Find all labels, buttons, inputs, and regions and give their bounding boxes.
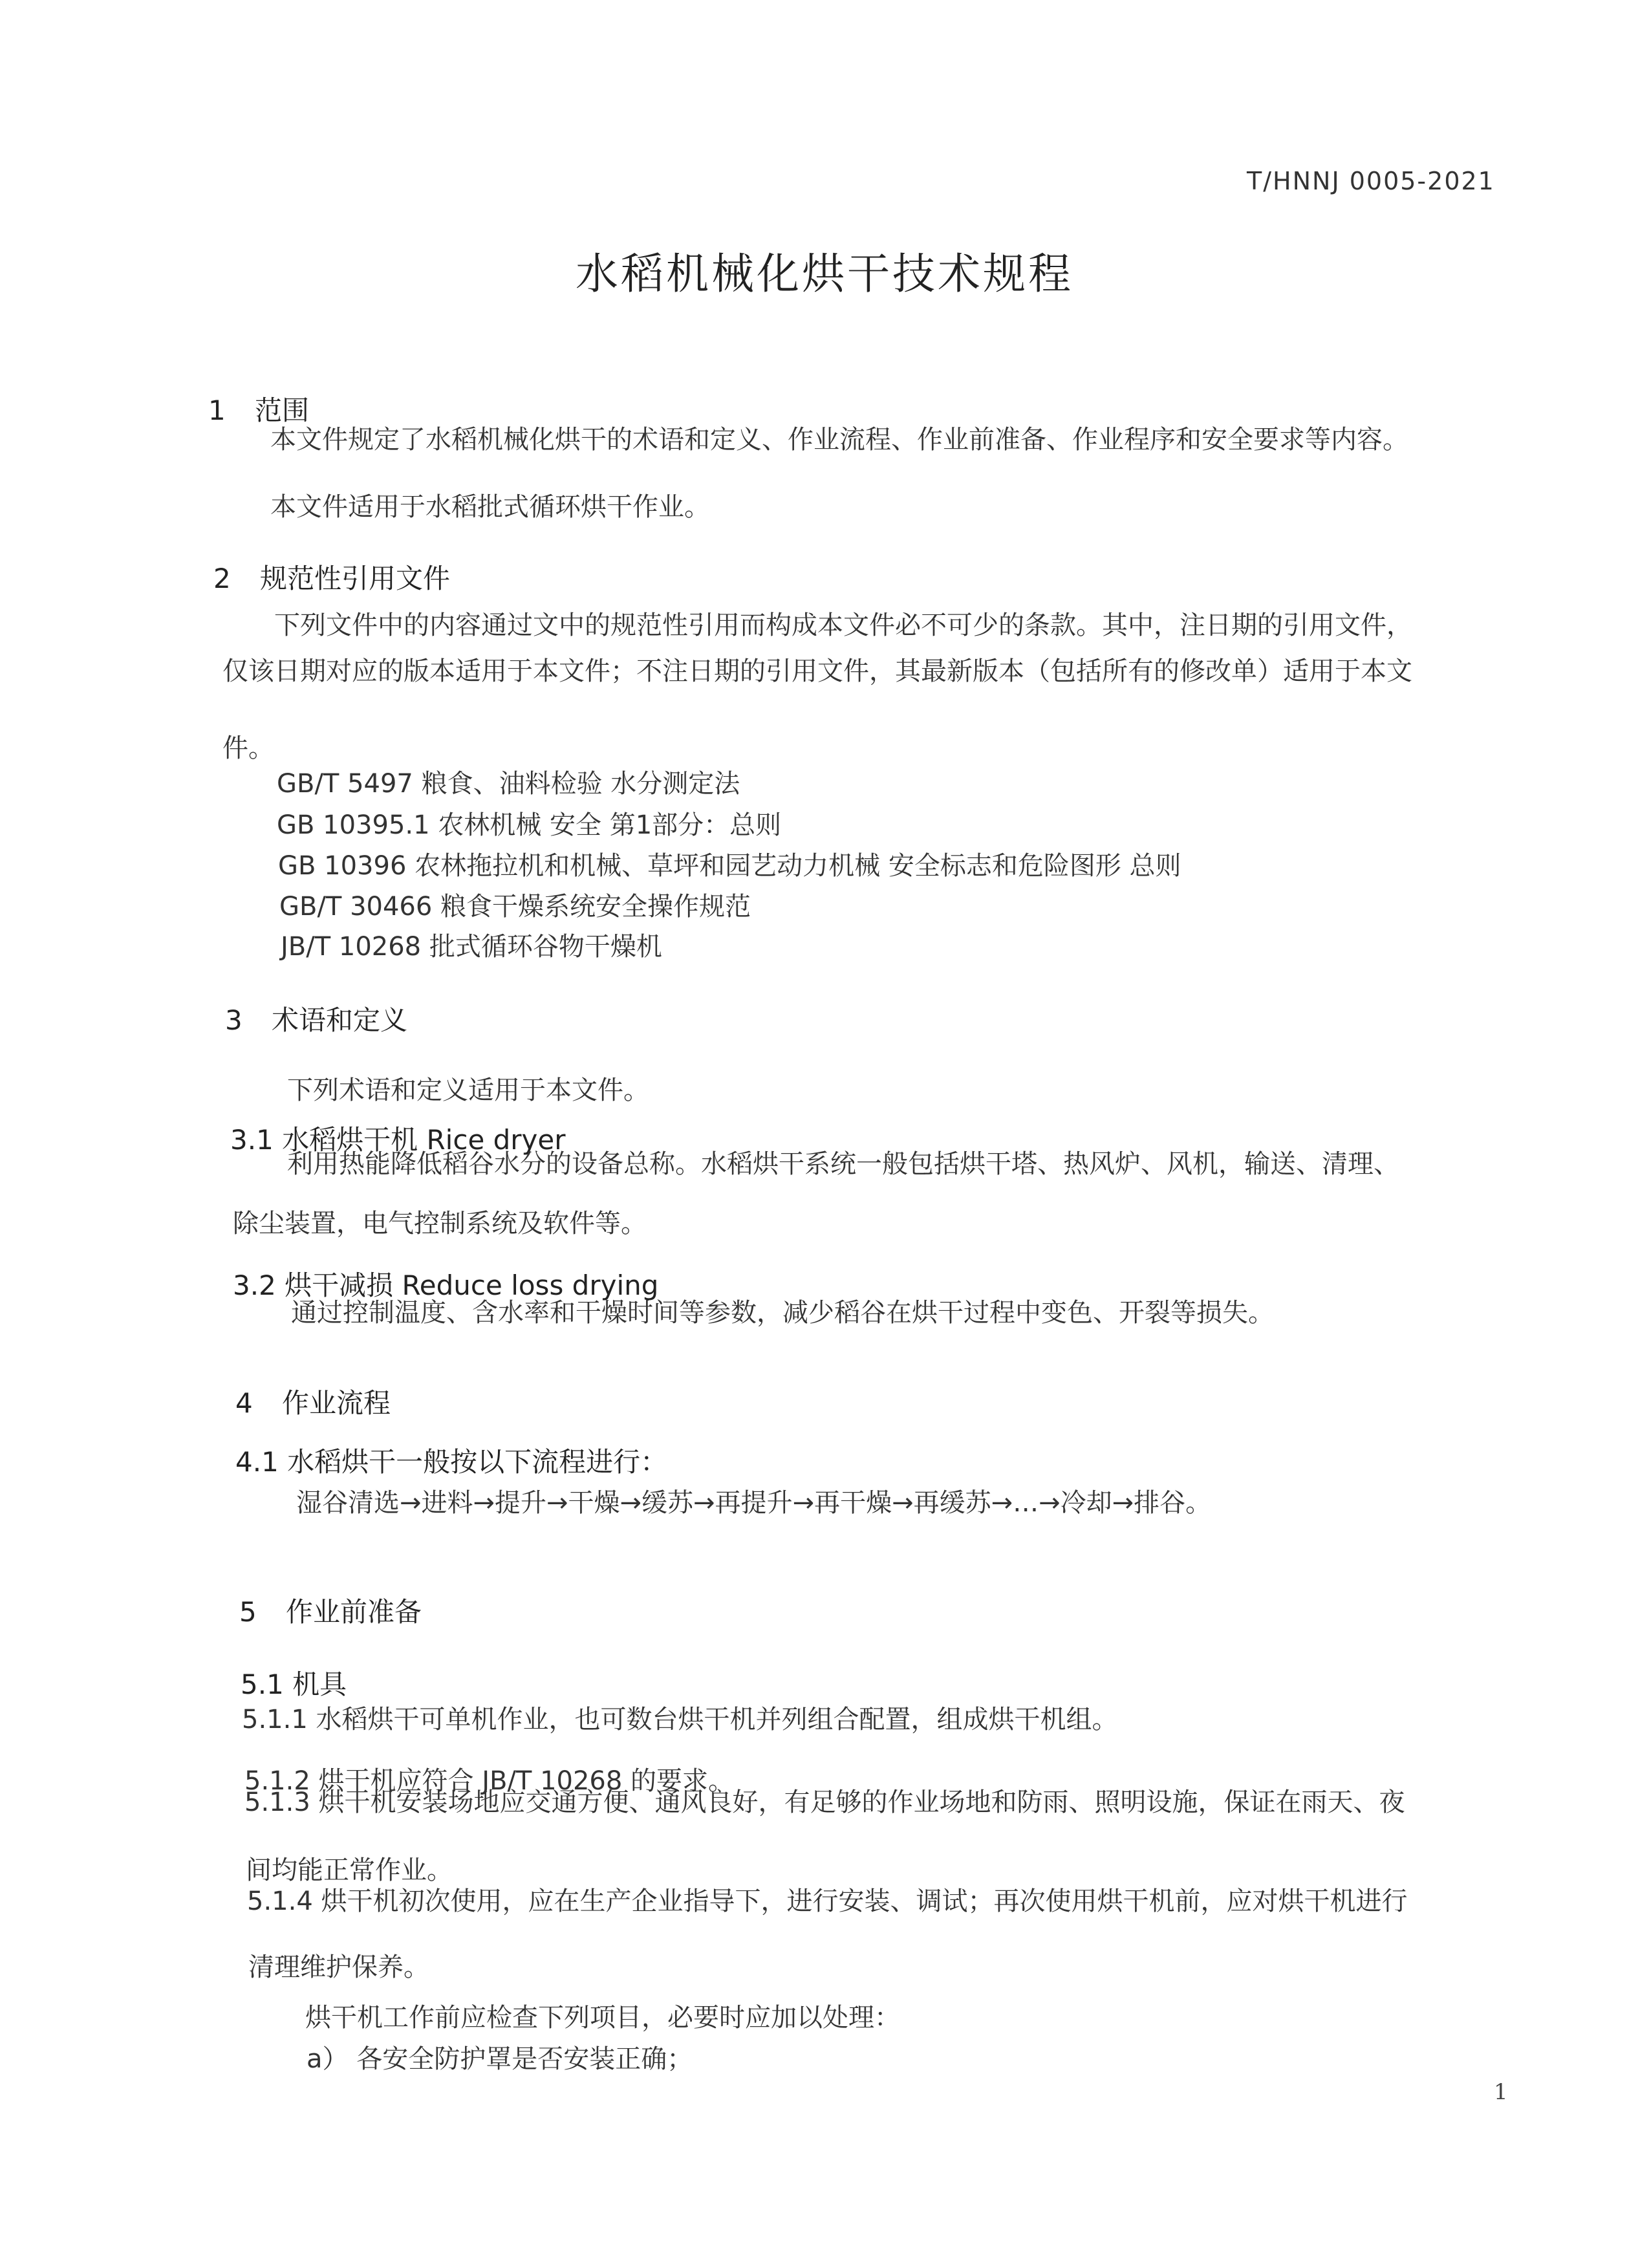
clause-line: 5.1.4 烘干机初次使用，应在生产企业指导下，进行安装、调试；再次使用烘干机前，应对烘干机进行 (247, 1886, 1408, 1916)
clause-line: 间均能正常作业。 (246, 1855, 453, 1885)
section-3-heading (225, 999, 407, 1038)
subsection-heading: 4.1 水稻烘干一般按以下流程进行： (235, 1446, 668, 1478)
paragraph: 烘干机工作前应检查下列项目，必要时应加以处理： (305, 2003, 900, 2033)
paragraph: 本文件适用于水稻批式循环烘干作业。 (270, 492, 710, 522)
paragraph-line: 利用热能降低稻谷水分的设备总称。水稻烘干系统一般包括烘干塔、热风炉、风机，输送、清理、 (287, 1149, 1399, 1179)
section-number: 5 (239, 1596, 257, 1628)
document-title: 水稻机械化烘干技术规程 (576, 249, 1073, 299)
paragraph-line: 下列文件中的内容通过文中的规范性引用而构成本文件必不可少的条款。其中，注日期的引用文件， (274, 610, 1412, 640)
section-title: 规范性引用文件 (260, 563, 451, 594)
section-number: 1 (208, 394, 226, 426)
section-title: 范围 (255, 394, 310, 426)
paragraph-line: 件。 (222, 733, 274, 763)
clause: 5.1.1 水稻烘干可单机作业，也可数台烘干机并列组合配置，组成烘干机组。 (242, 1705, 1118, 1734)
section-number: 4 (235, 1387, 253, 1419)
reference-item: JB/T 10268 批式循环谷物干燥机 (281, 932, 662, 962)
section-4-heading (235, 1382, 391, 1421)
clause-line: 5.1.3 烘干机安装场地应交通方便、通风良好，有足够的作业场地和防雨、照明设施，保证在雨天、夜 (244, 1787, 1405, 1817)
page-number: 1 (1494, 2079, 1508, 2105)
term-heading: 3.2 烘干减损 Reduce loss drying (233, 1269, 659, 1301)
paragraph-line: 仅该日期对应的版本适用于本文件；不注日期的引用文件，其最新版本（包括所有的修改单）适用于本文 (222, 656, 1412, 686)
standard-code: T/HNNJ 0005-2021 (1247, 167, 1495, 195)
subsection-heading: 5.1 机具 (241, 1669, 347, 1700)
reference-item: GB 10395.1 农林机械 安全 第1部分：总则 (277, 810, 782, 840)
section-2-heading (213, 557, 450, 596)
clause-line: 清理维护保养。 (248, 1952, 429, 1982)
section-title: 作业流程 (282, 1387, 391, 1419)
paragraph-line: 除尘装置，电气控制系统及软件等。 (233, 1209, 647, 1238)
section-number: 2 (213, 563, 231, 594)
reference-item: GB/T 5497 粮食、油料检验 水分测定法 (277, 769, 740, 799)
section-title: 术语和定义 (272, 1004, 408, 1036)
section-5-heading (239, 1591, 422, 1630)
reference-item: GB 10396 农林拖拉机和机械、草坪和园艺动力机械 安全标志和危险图形 总则 (278, 851, 1181, 881)
reference-item: GB/T 30466 粮食干燥系统安全操作规范 (279, 892, 751, 922)
term-heading: 3.1 水稻烘干机 Rice dryer (230, 1124, 566, 1156)
process-flow: 湿谷清选→进料→提升→干燥→缓苏→再提升→再干燥→再缓苏→…→冷却→排谷。 (296, 1488, 1212, 1518)
section-number: 3 (225, 1004, 242, 1036)
paragraph-line: 通过控制温度、含水率和干燥时间等参数，减少稻谷在烘干过程中变色、开裂等损失。 (291, 1298, 1274, 1328)
paragraph: 本文件规定了水稻机械化烘干的术语和定义、作业流程、作业前准备、作业程序和安全要求等内容。 (270, 425, 1408, 455)
clause: 5.1.2 烘干机应符合 JB/T 10268 的要求。 (244, 1766, 735, 1796)
list-item: a） 各安全防护罩是否安装正确； (307, 2044, 693, 2074)
section-title: 作业前准备 (286, 1596, 422, 1628)
paragraph: 下列术语和定义适用于本文件。 (287, 1075, 649, 1105)
